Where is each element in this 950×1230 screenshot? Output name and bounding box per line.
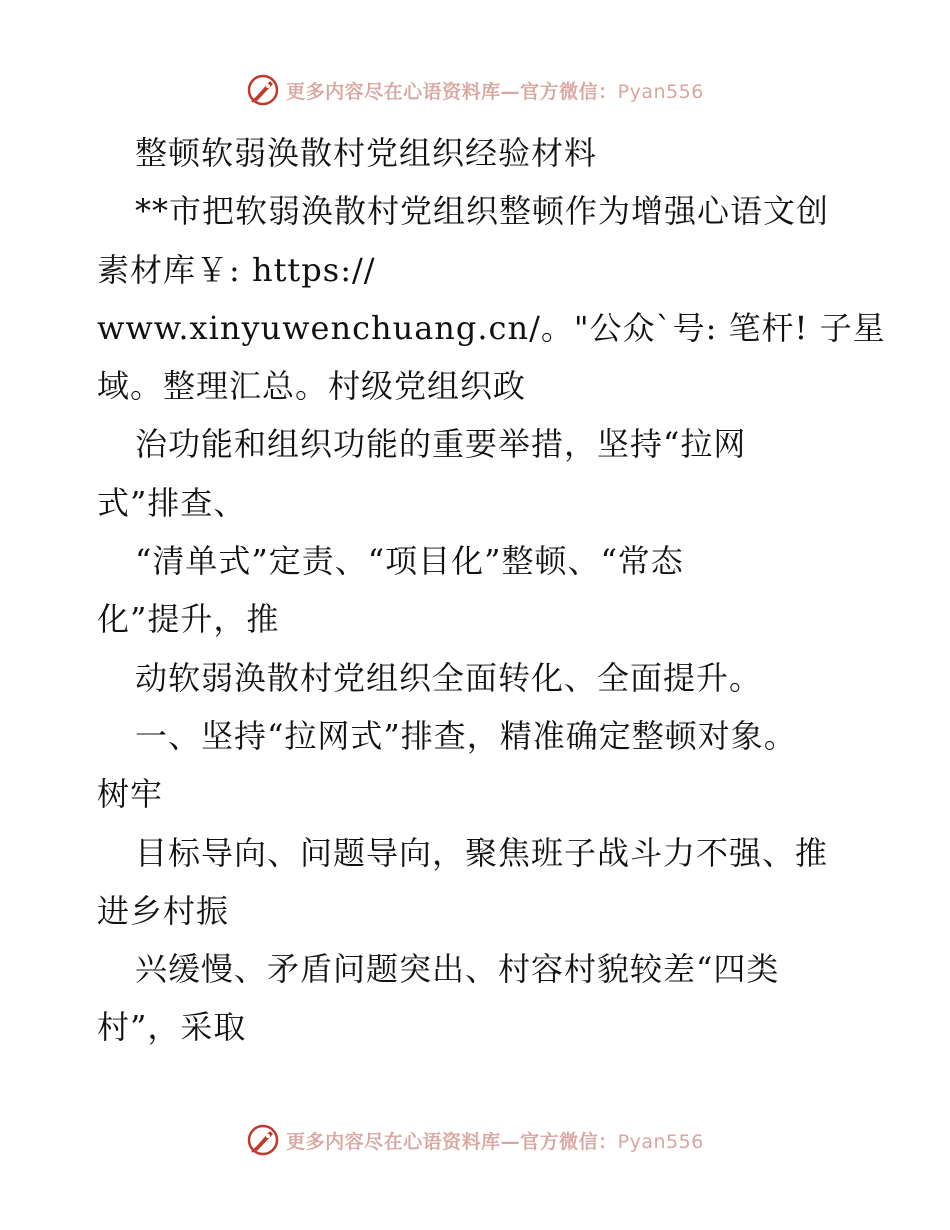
footer-banner [0, 1120, 950, 1160]
paragraph-line: 域。整理汇总。村级党组织政 [97, 367, 527, 406]
footer-banner-content [246, 1123, 704, 1157]
paragraph-line: **市把软弱涣散村党组织整顿作为增强心语文创 [135, 192, 830, 231]
paragraph-line: 树牢 [97, 775, 164, 814]
quill-pen-logo-icon [246, 73, 280, 107]
header-banner-content [246, 73, 704, 107]
quill-pen-logo-icon [246, 1123, 280, 1157]
paragraph-line: “清单式”定责、“项目化”整顿、“常态 [135, 542, 684, 581]
footer-banner-account: Pyan556 [617, 1130, 704, 1153]
paragraph-line: 动软弱涣散村党组织全面转化、全面提升。 [135, 658, 763, 697]
section-heading: 一、坚持“拉网式”排查，精准确定整顿对象。 [135, 716, 797, 755]
header-banner-account: Pyan556 [617, 80, 704, 103]
paragraph-line: 兴缓慢、矛盾问题突出、村容村貌较差“四类 [135, 950, 780, 989]
document-title: 整顿软弱涣散村党组织经验材料 [135, 134, 598, 172]
paragraph-line: 进乡村振 [97, 891, 230, 930]
paragraph-line: 素材库￥: https:// [97, 250, 376, 289]
footer-banner-text: 更多内容尽在心语资料库—官方微信：Pyan556 [286, 1130, 704, 1153]
paragraph-line: 式”排查、 [97, 483, 247, 522]
document-body [97, 124, 886, 1057]
paragraph-line: 村”，采取 [97, 1008, 247, 1047]
header-banner [0, 70, 950, 110]
header-banner-text: 更多内容尽在心语资料库—官方微信：Pyan556 [286, 80, 704, 103]
paragraph-line: 化”提升，推 [97, 600, 280, 639]
paragraph-line: 目标导向、问题导向，聚焦班子战斗力不强、推 [135, 833, 829, 872]
paragraph-line: 治功能和组织功能的重要举措，坚持“拉网 [135, 425, 747, 464]
paragraph-line: www.xinyuwenchuang.cn/。"公众`号: 笔杆! 子星 [97, 308, 886, 347]
